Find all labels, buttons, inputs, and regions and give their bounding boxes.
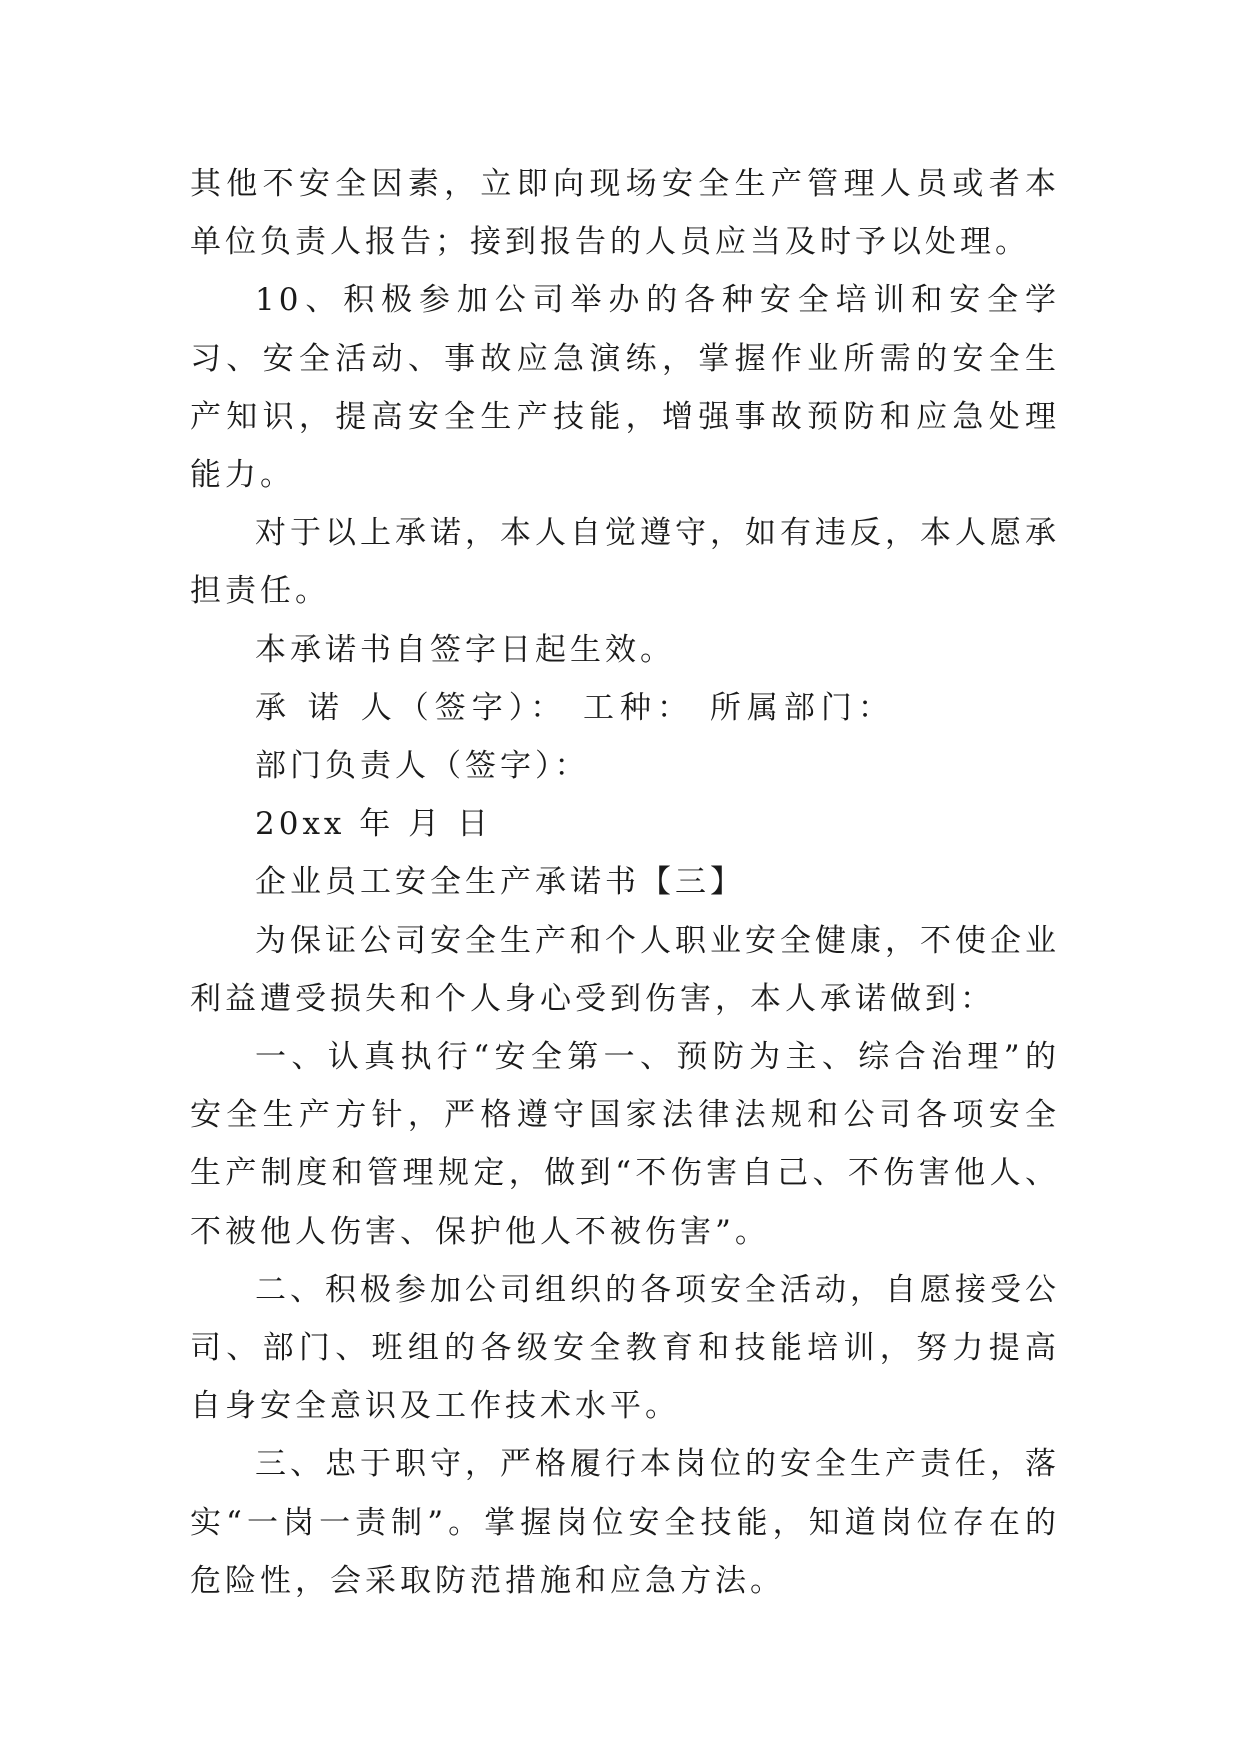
paragraph-item-10: 10、积极参加公司举办的各种安全培训和安全学习、安全活动、事故应急演练，掌握作业所需的安全生产知识，提高安全生产技能，增强事故预防和应急处理能力。 bbox=[190, 282, 1060, 494]
paragraph-item-3: 三、忠于职守，严格履行本岗位的安全生产责任，落实“一岗一责制”。掌握岗位安全技能，知道岗位存在的危险性，会采取防范措施和应急方法。 bbox=[190, 1446, 1060, 1599]
paragraph-item-1: 一、认真执行“安全第一、预防为主、综合治理”的安全生产方针，严格遵守国家法律法规和公司各项安全生产制度和管理规定，做到“不伤害自己、不伤害他人、不被他人伤害、保护他人不被伤害”。 bbox=[190, 1039, 1060, 1250]
signature-line-promisor: 承 诺 人（签字）： 工种： 所属部门： bbox=[255, 689, 895, 726]
document-body bbox=[190, 155, 1060, 1610]
paragraph-commitment-statement: 对于以上承诺，本人自觉遵守，如有违反，本人愿承担责任。 bbox=[190, 515, 1060, 610]
date-line: 20xx 年 月 日 bbox=[255, 806, 492, 843]
section-title: 企业员工安全生产承诺书【三】 bbox=[255, 864, 745, 901]
paragraph-intro: 为保证公司安全生产和个人职业安全健康，不使企业利益遭受损失和个人身心受到伤害，本人承诺做到： bbox=[190, 922, 1060, 1017]
paragraph-item-2: 二、积极参加公司组织的各项安全活动，自愿接受公司、部门、班组的各级安全教育和技能培训，努力提高自身安全意识及工作技术水平。 bbox=[190, 1271, 1060, 1425]
signature-line-department-head: 部门负责人（签字）： bbox=[255, 748, 590, 785]
paragraph-effective-clause: 本承诺书自签字日起生效。 bbox=[255, 631, 675, 668]
paragraph-continuation: 其他不安全因素，立即向现场安全生产管理人员或者本单位负责人报告；接到报告的人员应当及时予以处理。 bbox=[190, 166, 1060, 261]
